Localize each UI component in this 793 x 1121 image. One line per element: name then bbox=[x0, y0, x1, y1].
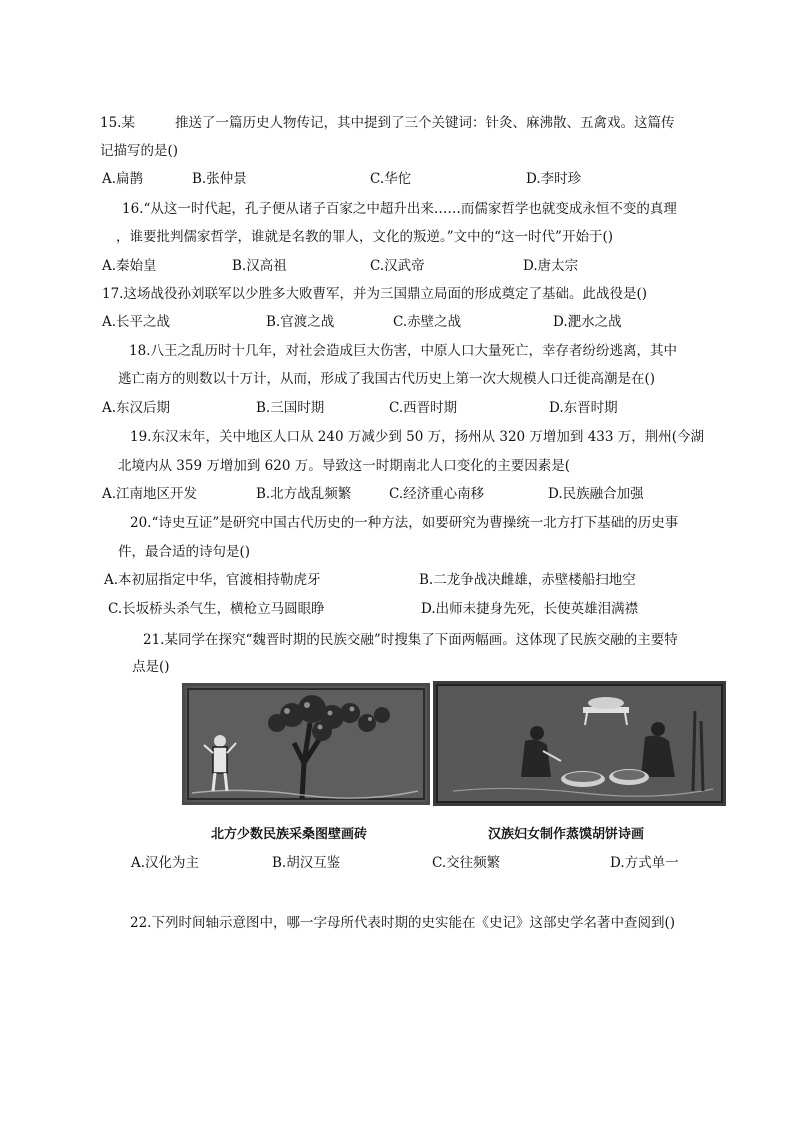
q17-option-d[interactable]: D.淝水之战 bbox=[553, 314, 622, 330]
q21-stem-line1: 21.某同学在探究“魏晋时期的民族交融”时搜集了下面两幅画。这体现了民族交融的主要特 bbox=[143, 632, 678, 648]
q20-option-c[interactable]: C.长坂桥头杀气生，横枪立马圆眼睁 bbox=[108, 601, 325, 617]
caption-right: 汉族妇女制作蒸馍胡饼诗画 bbox=[488, 827, 645, 842]
q15-option-d[interactable]: D.李时珍 bbox=[526, 171, 582, 187]
q18-stem-line1: 18.八王之乱历时十几年，对社会造成巨大伤害，中原人口大量死亡，幸存者纷纷逃离，其中 bbox=[129, 343, 677, 359]
q17-option-b[interactable]: B.官渡之战 bbox=[266, 314, 335, 330]
q20-stem-line2: 件，最合适的诗句是() bbox=[118, 544, 251, 560]
q17-option-c[interactable]: C.赤壁之战 bbox=[393, 314, 462, 330]
q19-option-d[interactable]: D.民族融合加强 bbox=[548, 486, 644, 502]
q19-option-a[interactable]: A.江南地区开发 bbox=[102, 486, 198, 502]
q15-option-b[interactable]: B.张仲景 bbox=[192, 171, 247, 187]
q16-option-b[interactable]: B.汉高祖 bbox=[232, 258, 287, 274]
q18-stem-line2: 逃亡南方的则数以十万计，从而，形成了我国古代历史上第一次大规模人口迁徙高潮是在() bbox=[118, 371, 656, 387]
q21-option-d[interactable]: D.方式单一 bbox=[610, 855, 679, 871]
q19-option-b[interactable]: B.北方战乱频繁 bbox=[256, 486, 352, 502]
q15-stem-line2: 记描写的是() bbox=[100, 143, 179, 159]
q16-stem-line2: ，谁要批判儒家哲学，谁就是名教的罪人，文化的叛逆。”文中的“这一时代”开始于() bbox=[116, 229, 613, 245]
q16-option-c[interactable]: C.汉武帝 bbox=[370, 258, 425, 274]
q21-option-b[interactable]: B.胡汉互鉴 bbox=[272, 855, 341, 871]
q15-option-c[interactable]: C.华佗 bbox=[370, 171, 412, 187]
q20-option-b[interactable]: B.二龙争战决雌雄，赤壁楼船扫地空 bbox=[419, 572, 636, 588]
q21-option-c[interactable]: C.交往频繁 bbox=[432, 855, 501, 871]
q15-prefix: 15.某 bbox=[100, 115, 135, 131]
q19-stem-line2: 北境内从 359 万增加到 620 万。导致这一时期南北人口变化的主要因素是( bbox=[118, 458, 570, 474]
q16-option-a[interactable]: A.秦始皇 bbox=[102, 258, 157, 274]
mulberry-picking-mural-image bbox=[182, 683, 430, 805]
q20-option-d[interactable]: D.出师未捷身先死，长使英雄泪满襟 bbox=[421, 601, 639, 617]
q18-option-d[interactable]: D.东晋时期 bbox=[549, 400, 618, 416]
caption-left: 北方少数民族采桑图壁画砖 bbox=[211, 827, 368, 842]
q20-option-a[interactable]: A.本初屈指定中华，官渡相持勒虎牙 bbox=[104, 572, 321, 588]
q15-option-a[interactable]: A.扁鹊 bbox=[102, 171, 144, 187]
q17-option-a[interactable]: A.长平之战 bbox=[102, 314, 171, 330]
q15-stem-line1: 推送了一篇历史人物传记，其中提到了三个关键词：针灸、麻沸散、五禽戏。这篇传 bbox=[175, 115, 675, 131]
q18-option-c[interactable]: C.西晋时期 bbox=[389, 400, 458, 416]
q22-stem-line1: 22.下列时间轴示意图中，哪一字母所代表时期的史实能在《史记》这部史学名著中查阅到() bbox=[130, 915, 676, 931]
q20-stem-line1: 20.“诗史互证”是研究中国古代历史的一种方法，如要研究为曹操统一北方打下基础的历史事 bbox=[130, 515, 679, 531]
q19-option-c[interactable]: C.经济重心南移 bbox=[389, 486, 485, 502]
q16-option-d[interactable]: D.唐太宗 bbox=[523, 258, 579, 274]
q18-option-a[interactable]: A.东汉后期 bbox=[102, 400, 171, 416]
q21-stem-line2: 点是() bbox=[132, 659, 170, 675]
q16-stem-line1: 16.“从这一时代起，孔子便从诸子百家之中超升出来……而儒家哲学也就变成永恒不变的真理 bbox=[122, 201, 677, 217]
q21-option-a[interactable]: A.汉化为主 bbox=[131, 855, 200, 871]
steamed-bun-making-painting-image bbox=[433, 681, 726, 806]
q19-stem-line1: 19.东汉末年，关中地区人口从 240 万减少到 50 万，扬州从 320 万增加到 433 万，荆州(今湖 bbox=[130, 429, 705, 445]
q18-option-b[interactable]: B.三国时期 bbox=[256, 400, 325, 416]
q17-stem-line1: 17.这场战役孙刘联军以少胜多大败曹军，并为三国鼎立局面的形成奠定了基础。此战役是() bbox=[102, 286, 648, 302]
